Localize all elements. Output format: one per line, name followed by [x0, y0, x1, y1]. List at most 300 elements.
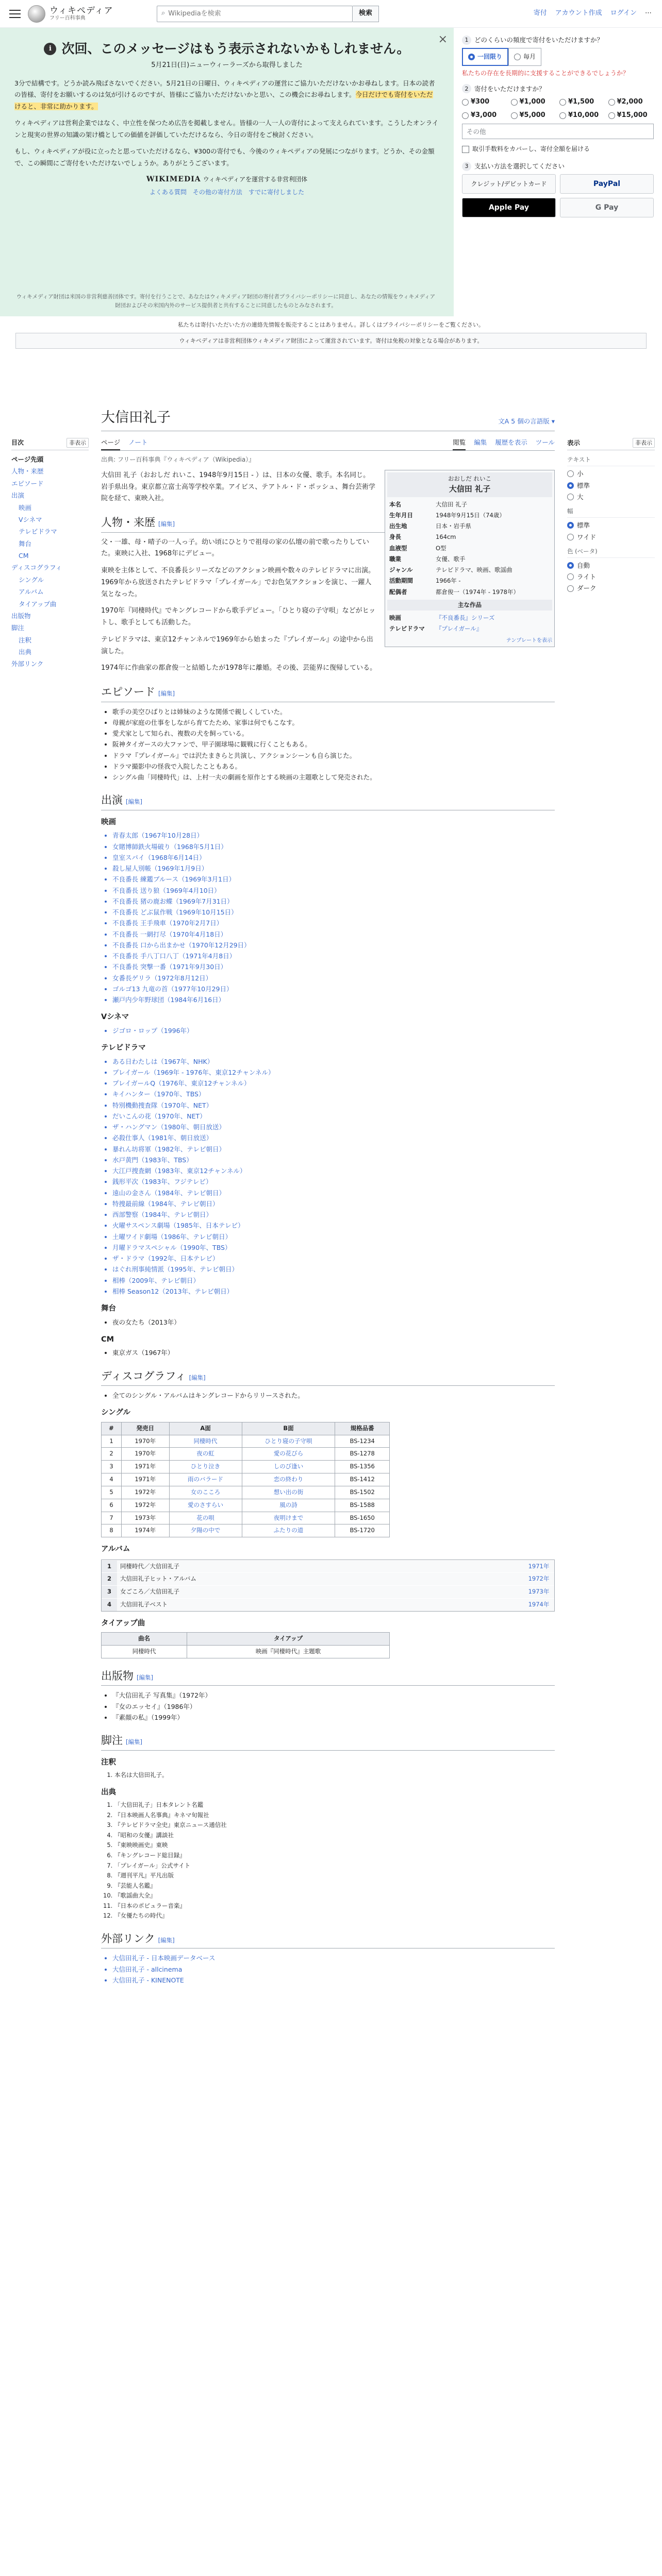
subsection-heading: アルバム [101, 1545, 130, 1554]
movie-item[interactable]: • 不良番長 どぶ鼠作戦（1969年10月15日） [112, 907, 555, 918]
paragraph: 1970年『同棲時代』でキングレコードから歌手デビュー。「ひとり寝の子守唄」などがヒットし、歌手としても活動した。 [101, 607, 376, 627]
reference-item: 8. 『週刊平凡』平凡出版 [114, 1871, 555, 1881]
infobox-value: テレビドラマ、映画、歌謡曲 [436, 566, 512, 574]
note-item: 1. 本名は大信田礼子。 [114, 1770, 555, 1781]
movie-item[interactable]: • 瀬戸内少年野球団（1984年6月16日） [112, 994, 555, 1005]
article [101, 407, 555, 2576]
monthly-note: 私たちの存在を長期的に支援することができるでしょうか？ [462, 69, 629, 77]
cover-fee-checkbox[interactable]: 取引手数料をカバーし、寄付全額を届ける [462, 144, 654, 154]
wordmark: ウィキペディア [49, 5, 113, 16]
toc-list [11, 453, 89, 670]
info-icon: i [44, 43, 56, 55]
table-header: 曲名 [102, 1633, 187, 1646]
table-cell[interactable]: 雨のバラード [169, 1473, 242, 1486]
infobox-key: ジャンル [389, 566, 413, 574]
cm-list [101, 1347, 555, 1358]
toc-item[interactable]: 出典 [19, 648, 32, 656]
tab-history[interactable]: 履歴を表示 [495, 438, 527, 446]
toc-item[interactable]: 外部リンク [11, 660, 44, 668]
amount-option[interactable]: ¥1,000 [511, 97, 557, 107]
pay-applepay-button[interactable]: Apple Pay [462, 198, 556, 217]
movie-item[interactable]: • 不良番長 一網打尽（1970年4月18日） [112, 929, 555, 940]
notes-list [101, 1770, 555, 1781]
tv-item[interactable]: • はぐれ刑事純情派（1995年、テレビ朝日） [112, 1264, 555, 1275]
lead-paragraph: 大信田 礼子（おおしだ れいこ、1948年9月15日 - ）は、日本の女優、歌手。本名同じ。岩手県出身。東京都立富士高等学校卒業。アイビス、テアトル・ド・ポッシュ、舞台芸術学院を経て、東映入社。 [101, 471, 375, 503]
pay-card-button[interactable]: クレジット/デビットカード [462, 174, 556, 194]
table-cell[interactable]: 想い出の街 [242, 1486, 335, 1499]
translate-icon: 文A [498, 417, 509, 426]
section-heading: 出演 [編集] [101, 792, 555, 810]
table-header: 発売日 [121, 1422, 169, 1435]
color-label: 色 (ベータ) [567, 547, 655, 558]
movie-item[interactable]: • 殺し屋人別帳（1969年1月9日） [112, 863, 555, 874]
external-link[interactable]: • 大信田礼子 - allcinema [112, 1964, 555, 1975]
infobox-key: 出生地 [389, 522, 407, 530]
tab-edit[interactable]: 編集 [474, 438, 487, 446]
toc-hide-button[interactable]: 非表示 [67, 438, 89, 448]
infobox-value: 大信田 礼子 [436, 500, 468, 508]
table-cell: 1972年 [121, 1486, 169, 1499]
infobox-row [387, 575, 552, 586]
toc-item[interactable]: テレビドラマ [19, 528, 57, 536]
login-link[interactable]: ログイン [610, 9, 637, 18]
episode-item: • ドラマ撮影中の怪我で入院したこともある。 [112, 761, 555, 772]
table-cell[interactable]: 女のこころ [169, 1486, 242, 1499]
tagline: フリー百科事典 [49, 15, 86, 22]
album-title[interactable]: 同棲時代／大信田礼子 [117, 1561, 523, 1573]
album-row [102, 1572, 554, 1585]
tv-item[interactable]: • 相棒（2009年、テレビ朝日） [112, 1275, 555, 1286]
publication-item: • 『大信田礼子 写真集』（1972年） [112, 1690, 555, 1701]
text-size-option[interactable]: 大 [567, 492, 655, 502]
paragraph: 父・一雄、母・晴子の一人っ子。幼い頃にひとりで祖母の家の仏壇の前で歌ったりしていた。東映に入社、1968年にデビュー。 [101, 538, 370, 558]
album-number: 4 [102, 1599, 117, 1611]
table-cell[interactable]: ひとり泣き [169, 1461, 242, 1473]
tv-item[interactable]: • プレイガール（1969年 - 1976年、東京12チャンネル） [112, 1067, 555, 1078]
table-cell: BS-1502 [335, 1486, 390, 1499]
banner-legal: ウィキメディア財団は米国の非営利慈善団体です。寄付を行うことで、あなたはウィキメディア財団の寄付者プライバシーポリシーに同意し、あなたの情報をウィキメディア財団およびその米国内外のサービス提供者と共有することに同意したものとみなされます。 [16, 294, 436, 309]
amount-option[interactable]: ¥15,000 [608, 110, 654, 121]
tv-item[interactable]: • 月曜ドラマスペシャル（1990年、TBS） [112, 1242, 555, 1253]
table-cell: 3 [102, 1461, 122, 1473]
tab-read[interactable]: 閲覧 [453, 435, 466, 450]
toc-item[interactable]: 人物・来歴 [11, 467, 44, 476]
amount-option[interactable]: ¥300 [462, 97, 508, 107]
reference-item: 11. 『日本のポピュラー音楽』 [114, 1901, 555, 1911]
movie-item[interactable]: • ゴルゴ13 九竜の首（1977年10月29日） [112, 984, 555, 994]
publication-item: • 『素顔の私』（1999年） [112, 1712, 555, 1723]
references-list [101, 1800, 555, 1921]
toc-item[interactable]: タイアップ曲 [19, 600, 57, 608]
tv-item[interactable]: • 特捜最前線（1984年、テレビ朝日） [112, 1198, 555, 1209]
donation-banner [0, 28, 662, 316]
table-row [102, 1486, 390, 1499]
toc-item[interactable]: Vシネマ [19, 515, 42, 523]
table-cell: BS-1720 [335, 1524, 390, 1537]
paragraph: 東映を主体として、不良番長シリーズなどのアクション映画や数々のテレビドラマに出演。1969年から放送されたテレビドラマ「プレイガール」でお色気アクションを演じ、一躍人気となった。 [101, 567, 375, 598]
tv-item[interactable]: • 銭形平次（1983年、フジテレビ） [112, 1176, 555, 1187]
table-cell: 6 [102, 1499, 122, 1512]
stage-item: • 夜の女たち（2013年） [112, 1317, 555, 1328]
banner-message [0, 28, 454, 316]
external-link[interactable]: • 大信田礼子 - 日本映画データベース [112, 1953, 555, 1963]
tv-item[interactable]: • ザ・ハングマン（1980年、朝日放送） [112, 1122, 555, 1132]
subsection-heading: テレビドラマ [101, 1044, 146, 1053]
toc-item[interactable]: 映画 [19, 503, 32, 512]
menu-icon[interactable] [9, 10, 21, 18]
paragraph: 1974年に作曲家の都倉俊一と結婚したが1978年に離婚。その後、芸能界に復帰している。 [101, 664, 377, 672]
tv-item[interactable]: • プレイガールQ（1976年、東京12チャンネル） [112, 1078, 555, 1089]
singles-table [101, 1422, 390, 1537]
infobox-subheader: 主な作品 [387, 600, 552, 611]
table-cell[interactable]: ふたりの道 [242, 1524, 335, 1537]
amount-option[interactable]: ¥2,000 [608, 97, 654, 107]
infobox-key: 生年月日 [389, 511, 413, 519]
movie-list [101, 830, 555, 1005]
page-title: 大信田礼子 文A 5 個の言語版 ▾ [101, 407, 555, 431]
movie-item[interactable]: • 不良番長 手八丁口八丁（1971年4月8日） [112, 951, 555, 961]
color-option[interactable]: ライト [567, 572, 655, 582]
banner-paragraph: 3分で結構です。どうか読み飛ばさないでください。5月21日の日曜日、ウィキペディアの運営にご協力いただけないかお尋ねします。日本の読者の皆様、寄付をお願いするのは気が引けるのですが、皆様にご協力いただけないかと思い、この機会にお尋ねします。今日だけでも寄付をいただけると、非常に助かります。 [14, 79, 435, 110]
amount-option[interactable]: ¥10,000 [559, 110, 605, 121]
tv-item[interactable]: • 土曜ワイド劇場（1986年、テレビ朝日） [112, 1231, 555, 1242]
edit-link[interactable]: [編集] [189, 1374, 206, 1381]
movie-item[interactable]: • 不良番長 送り狼（1969年4月10日） [112, 885, 555, 896]
tv-item[interactable]: • 必殺仕事人（1981年、朝日放送） [112, 1132, 555, 1143]
infobox-row [387, 565, 552, 575]
infobox-key: 身長 [389, 533, 401, 541]
toc-sidebar [11, 438, 89, 670]
movie-item[interactable]: • 不良番長 口から出まかせ（1970年12月29日） [112, 940, 555, 951]
pay-gpay-button[interactable]: G Pay [560, 198, 654, 217]
infobox-key: 活動期間 [389, 577, 413, 585]
text-size-option[interactable]: 小 [567, 469, 655, 479]
episode-list [101, 706, 555, 783]
infobox-value: 1948年9月15日（74歳） [436, 511, 505, 519]
tv-item[interactable]: • 特別機動捜査隊（1970年、NET） [112, 1100, 555, 1111]
color-option[interactable]: ダーク [567, 583, 655, 593]
infobox-row [387, 499, 552, 510]
table-cell[interactable]: 夕陽の中で [169, 1524, 242, 1537]
infobox-key: 職業 [389, 555, 401, 563]
edit-link[interactable]: [編集] [158, 520, 175, 528]
edit-link[interactable]: [編集] [126, 1738, 142, 1746]
album-year: 1974年 [523, 1599, 554, 1611]
amount-options [462, 97, 654, 121]
table-cell: 1972年 [121, 1499, 169, 1512]
episode-item: • 阪神タイガースの大ファンで、甲子園球場に観戦に行くこともある。 [112, 739, 555, 750]
toc-item[interactable]: 舞台 [19, 539, 32, 548]
width-option[interactable]: 標準 [567, 520, 655, 530]
infobox-value: 日本・岩手県 [436, 522, 471, 530]
edit-link[interactable]: [編集] [126, 798, 142, 806]
infobox-row [387, 510, 552, 521]
tieup-table [101, 1632, 390, 1658]
tv-item[interactable]: • 水戸黄門（1983年、TBS） [112, 1155, 555, 1165]
edit-link[interactable]: [編集] [158, 1936, 175, 1944]
page-tabs [101, 435, 555, 451]
infobox-row [387, 587, 552, 598]
table-row [102, 1473, 390, 1486]
tab-article[interactable]: ページ [101, 435, 120, 450]
table-cell[interactable]: ひとり寝の子守唄 [242, 1435, 335, 1448]
tab-tools[interactable]: ツール [535, 438, 555, 446]
album-list [101, 1560, 555, 1612]
movie-item[interactable]: • 不良番長 練鑑ブルース（1969年3月1日） [112, 874, 555, 885]
toc-item[interactable]: ページ先頭 [11, 455, 44, 464]
wikimedia-logo: WIKIMEDIA ウィキペディアを運営する非営利団体 [146, 175, 308, 184]
movie-item[interactable]: • 女賭博師鉄火場破り（1968年5月1日） [112, 841, 555, 852]
banner-links[interactable]: よくある質問 その他の寄付方法 すでに寄付しました [149, 189, 305, 196]
tv-item[interactable]: • 西部警察（1984年、テレビ朝日） [112, 1209, 555, 1220]
vcinema-list [101, 1025, 555, 1036]
table-cell: 1970年 [121, 1448, 169, 1461]
reference-item: 4. 『昭和の女優』講談社 [114, 1831, 555, 1841]
toc-item[interactable]: エピソード [11, 479, 44, 487]
infobox-value: 164cm [436, 533, 456, 541]
search-icon: ⌕ [161, 9, 166, 18]
episode-item: • 母親が家庭の仕事をしながら育てたため、家事は何でもこなす。 [112, 717, 555, 728]
album-number: 3 [102, 1586, 117, 1598]
tv-item[interactable]: • 火曜サスペンス劇場（1985年、日本テレビ） [112, 1220, 555, 1231]
album-number: 1 [102, 1561, 117, 1573]
table-cell: BS-1588 [335, 1499, 390, 1512]
reference-item: 6. 『キングレコード総目録』 [114, 1851, 555, 1861]
episode-item: • ドラマ『プレイガール』では沢たまきらと共演し、アクションシーンも自ら演じた。 [112, 750, 555, 761]
toc-title: 目次 [11, 439, 24, 446]
table-cell[interactable]: 花の唄 [169, 1512, 242, 1524]
album-row [102, 1560, 554, 1573]
infobox-row [387, 532, 552, 543]
search-button[interactable]: 検索 [353, 6, 379, 22]
album-title[interactable]: 大信田礼子ベスト [117, 1599, 523, 1611]
width-option[interactable]: ワイド [567, 532, 655, 542]
table-row [102, 1448, 390, 1461]
external-link[interactable]: • 大信田礼子 - KINENOTE [112, 1975, 555, 1986]
tv-list [101, 1056, 555, 1297]
table-cell: BS-1278 [335, 1448, 390, 1461]
toc-item[interactable]: ディスコグラフィ [11, 564, 62, 572]
infobox: おおしだ れいこ 大信田 礼子 本名 大信田 礼子 生年月日 1948年9月15日（74歳） 出生地 日本・岩手県 身長 164cm 血液型 O型 職業 女優、歌手 ジャンル テレビドラマ、映画、歌謡曲 活動期間 1966年 - 配偶者 都倉俊一（1974年 - 1978年） 主な作品 映画 『不良番長』シリーズ テレビドラマ 『プレイガール』 テンプレートを表示 [385, 470, 555, 647]
infobox-key: 本名 [389, 500, 401, 508]
banner-paragraph: もし、ウィキペディアが役に立ったと思っていただけるなら、¥300の寄付でも、今後のウィキペディアの発展につながります。どうか、その金額で、この瞬間にご寄付をいただけないでしょうか。ありがとうございます。 [14, 147, 435, 167]
album-row [102, 1585, 554, 1598]
publication-list [101, 1690, 555, 1723]
text-size-option[interactable]: 標準 [567, 481, 655, 490]
language-button[interactable]: 文A 5 個の言語版 ▾ [498, 416, 555, 428]
search-form [157, 6, 379, 22]
tv-item[interactable]: • ある日わたしは（1967年、NHK） [112, 1056, 555, 1067]
freq-once-option[interactable]: 一回限り [462, 48, 508, 66]
subsection-heading: 注釈 [101, 1758, 116, 1767]
table-cell[interactable]: 夜の虹 [169, 1448, 242, 1461]
section-heading: 脚注 [編集] [101, 1732, 555, 1751]
tv-item[interactable]: • 暴れん坊将軍（1982年、テレビ朝日） [112, 1144, 555, 1155]
banner-title: 次回、このメッセージはもう表示されないかもしれません。 [61, 41, 410, 56]
infobox-value: 都倉俊一（1974年 - 1978年） [436, 588, 519, 596]
reference-item: 5. 『東映映画史』東映 [114, 1840, 555, 1851]
toc-item[interactable]: シングル [19, 575, 44, 584]
chevron-down-icon: ▾ [551, 417, 555, 426]
other-amount-input[interactable]: その他 [462, 124, 654, 139]
search-input[interactable] [168, 10, 343, 18]
template-link[interactable]: テンプレートを表示 [506, 637, 552, 643]
publication-item: • 『女のエッセイ』（1986年） [112, 1701, 555, 1712]
tab-talk[interactable]: ノート [128, 438, 148, 446]
table-cell[interactable]: 愛の花びら [242, 1448, 335, 1461]
table-cell: 2 [102, 1448, 122, 1461]
subsection-heading: CM [101, 1335, 114, 1344]
section-heading: 人物・来歴 [編集] [101, 514, 555, 533]
cm-item: • 東京ガス（1967年） [112, 1347, 555, 1358]
infobox-kana: おおしだ れいこ [448, 474, 492, 482]
infobox-value: 1966年 - [436, 577, 461, 585]
reference-item: 2. 『日本映画人名事典』キネマ旬報社 [114, 1810, 555, 1821]
tv-item[interactable]: • 大江戸捜査網（1983年、東京12チャンネル） [112, 1165, 555, 1176]
album-year: 1972年 [523, 1573, 554, 1585]
table-cell[interactable]: 夜明けまで [242, 1512, 335, 1524]
movie-item[interactable]: • 不良番長 突撃一番（1971年9月30日） [112, 961, 555, 972]
table-header: # [102, 1422, 122, 1435]
toc-item[interactable]: 出演 [11, 492, 25, 500]
freq-monthly-option[interactable]: 毎月 [508, 48, 541, 66]
album-year: 1973年 [523, 1586, 554, 1598]
episode-item: • 歌手の美空ひばりとは姉妹のような関係で親しくしていた。 [112, 706, 555, 717]
table-cell[interactable]: 恋の終わり [242, 1473, 335, 1486]
amount-option[interactable]: ¥3,000 [462, 110, 508, 121]
subsection-heading: 映画 [101, 818, 116, 826]
disc-note: • 全てのシングル・アルバムはキングレコードからリリースされた。 [112, 1390, 555, 1401]
tv-item[interactable]: • 相棒 Season12（2013年、テレビ朝日） [112, 1286, 555, 1297]
album-number: 2 [102, 1573, 117, 1585]
toc-item[interactable]: アルバム [19, 588, 44, 596]
width-label: 幅 [567, 507, 655, 518]
table-row [102, 1461, 390, 1473]
tv-item[interactable]: • キイハンター（1970年、TBS） [112, 1089, 555, 1099]
toc-item[interactable]: 注釈 [19, 636, 32, 644]
reference-item: 12. 『女優たちの時代』 [114, 1911, 555, 1921]
subsection-heading: 舞台 [101, 1304, 116, 1313]
notice-box: ウィキペディアは非営利団体ウィキメディア財団によって運営されています。寄付は免税の対象となる場合があります。 [15, 333, 647, 349]
section-heading: エピソード [編集] [101, 684, 555, 702]
table-cell: BS-1356 [335, 1461, 390, 1473]
table-cell: 1 [102, 1435, 122, 1448]
table-cell: 同棲時代 [102, 1646, 187, 1658]
table-cell: 1971年 [121, 1461, 169, 1473]
movie-item[interactable]: • 青春太郎（1967年10月28日） [112, 830, 555, 841]
table-cell[interactable]: しのび逢い [242, 1461, 335, 1473]
table-cell: BS-1412 [335, 1473, 390, 1486]
create-account-link[interactable]: アカウント作成 [555, 9, 602, 18]
table-cell[interactable]: 同棲時代 [169, 1435, 242, 1448]
reference-item: 3. 『テレビドラマ全史』東京ニュース通信社 [114, 1820, 555, 1831]
from-wikipedia: 出典: フリー百科事典『ウィキペディア（Wikipedia）』 [101, 456, 255, 464]
movie-item[interactable]: • 不良番長 猪の鹿お蝶（1969年7月31日） [112, 896, 555, 907]
infobox-name: 大信田 礼子 [449, 484, 491, 494]
table-header: B面 [242, 1422, 335, 1435]
table-row [102, 1512, 390, 1524]
table-cell: 8 [102, 1524, 122, 1537]
toc-item[interactable]: 脚注 [11, 624, 25, 632]
toc-item[interactable]: CM [19, 552, 29, 560]
infobox-row [387, 554, 552, 565]
site-logo[interactable] [28, 5, 136, 23]
more-options-icon[interactable]: ⋯ [645, 9, 652, 18]
amount-option[interactable]: ¥5,000 [511, 110, 557, 121]
donate-link[interactable]: 寄付 [533, 9, 547, 18]
movie-item[interactable]: • 皇室スパイ（1968年6月14日） [112, 852, 555, 863]
table-cell: 1974年 [121, 1524, 169, 1537]
table-cell[interactable]: 風の詩 [242, 1499, 335, 1512]
appearance-title: 表示 [567, 439, 581, 447]
appearance-hide-button[interactable]: 非表示 [633, 438, 655, 448]
album-year: 1971年 [523, 1561, 554, 1573]
site-header [0, 0, 662, 28]
stage-list [101, 1317, 555, 1328]
table-row [102, 1524, 390, 1537]
section-heading: ディスコグラフィ [編集] [101, 1368, 555, 1386]
album-title[interactable]: 大信田礼子ヒット・アルバム [117, 1573, 523, 1585]
table-header: タイアップ [187, 1633, 390, 1646]
table-row [102, 1435, 390, 1448]
subsection-heading: 出典 [101, 1788, 116, 1797]
subsection-heading: Vシネマ [101, 1013, 129, 1022]
tv-item[interactable]: • ザ・ドラマ（1992年、日本テレビ） [112, 1253, 555, 1264]
banner-date: 5月21日(日)ニューウィーラーズから取得しました [151, 61, 303, 69]
infobox-key: 血液型 [389, 544, 407, 552]
table-cell: 1971年 [121, 1473, 169, 1486]
text-size-label: テキスト [567, 455, 655, 466]
album-title[interactable]: 女ごころ／大信田礼子 [117, 1586, 523, 1598]
infobox-key: 配偶者 [389, 588, 407, 596]
subsection-heading: タイアップ曲 [101, 1619, 145, 1628]
subsection-heading: シングル [101, 1409, 130, 1417]
color-option[interactable]: 自動 [567, 561, 655, 570]
table-cell: 1973年 [121, 1512, 169, 1524]
tv-item[interactable]: • 遠山の金さん（1984年、テレビ朝日） [112, 1188, 555, 1198]
table-cell: BS-1650 [335, 1512, 390, 1524]
appearance-panel [567, 438, 655, 595]
infobox-value: O型 [436, 544, 446, 552]
table-cell: 4 [102, 1473, 122, 1486]
episode-item: • シングル曲「同棲時代」は、上村一夫の劇画を原作とする映画の主題歌として発売された。 [112, 772, 555, 783]
section-heading: 外部リンク [編集] [101, 1930, 555, 1949]
paragraph: テレビドラマは、東京12チャンネルで1969年から始まった『プレイガール』の途中から出演した。 [101, 635, 373, 655]
edit-link[interactable]: [編集] [158, 690, 175, 698]
donation-form: 1 どのくらいの頻度で寄付をいただけますか？ 一回限り 毎月 私たちの存在を長期的に支援することができるでしょうか？ 2 寄付をいただけますか？ ¥300 ¥1,000 ¥1,500 ¥2,000 ¥3,000 ¥5,000 ¥10,000 ¥15,000 その他 取引手数料をカバーし、寄付全額を届ける 3 支払い方法を選択してください クレジット/デビットカード PayPal Apple Pay G Pay [454, 28, 662, 316]
movie-item[interactable]: • 不良番長 王手飛車（1970年2月7日） [112, 918, 555, 928]
toc-item[interactable]: 出版物 [11, 612, 31, 620]
table-row [102, 1499, 390, 1512]
vcinema-item[interactable]: • ジゴロ・ロップ（1996年） [112, 1025, 555, 1036]
close-icon[interactable]: × [438, 33, 448, 46]
infobox-value: 女優、歌手 [436, 555, 466, 563]
tv-item[interactable]: • だいこんの花（1970年、NET） [112, 1111, 555, 1122]
reference-item: 7. 「プレイガール」公式サイト [114, 1861, 555, 1871]
table-cell[interactable]: 愛のさすらい [169, 1499, 242, 1512]
table-header: A面 [169, 1422, 242, 1435]
edit-link[interactable]: [編集] [137, 1673, 153, 1681]
table-cell: 映画『同棲時代』主題歌 [187, 1646, 390, 1658]
album-row [102, 1598, 554, 1611]
table-cell: 7 [102, 1512, 122, 1524]
movie-item[interactable]: • 女番長ゲリラ（1972年8月12日） [112, 973, 555, 984]
infobox-row [387, 521, 552, 532]
notice-text: 私たちは寄付いただいた方の連絡先情報を販売することはありません。詳しくはプライバシーポリシーをご覧ください。 [177, 321, 485, 328]
reference-item: 1. 「大信田礼子」日本タレント名鑑 [114, 1800, 555, 1810]
amount-option[interactable]: ¥1,500 [559, 97, 605, 107]
pay-paypal-button[interactable]: PayPal [560, 174, 654, 194]
